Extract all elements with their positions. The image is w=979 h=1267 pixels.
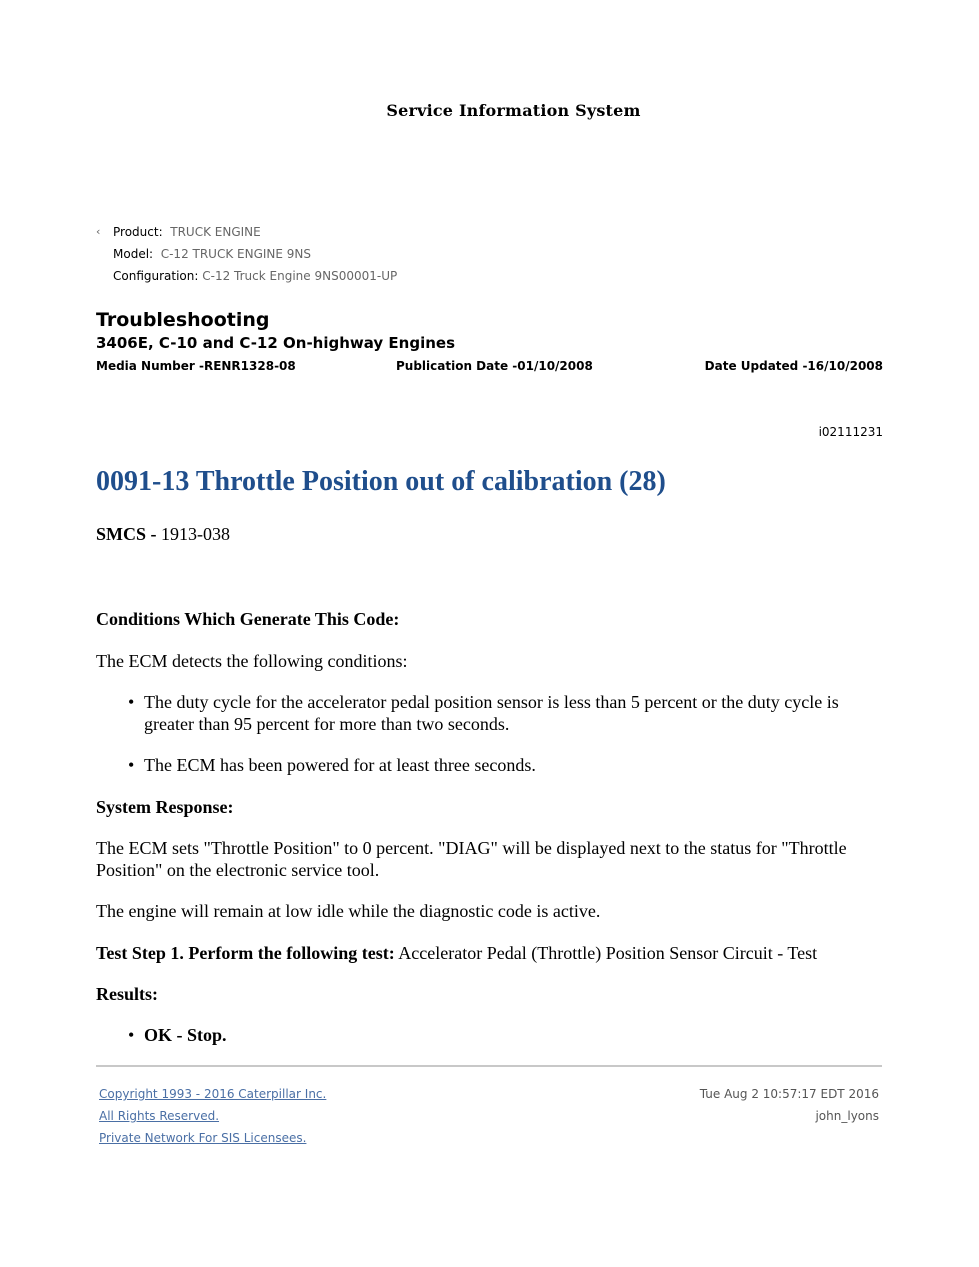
product-label: Product: [113,225,163,239]
publication-date: Publication Date -01/10/2008 [396,359,593,373]
footer-divider [96,1065,882,1067]
list-item: • The duty cycle for the accelerator pedal position sensor is less than 5 percent or the duty cycle is greater than 95 percent for more than two seconds. [128,692,839,734]
page-title: 0091-13 Throttle Position out of calibration (28) [96,466,666,497]
configuration-value: C-12 Truck Engine 9NS00001-UP [202,269,398,283]
date-updated: Date Updated -16/10/2008 [704,359,883,373]
smcs-label: SMCS - [96,524,157,544]
results-heading: Results: [96,984,158,1004]
copyright-link[interactable]: Copyright 1993 - 2016 Caterpillar Inc. [99,1087,327,1101]
configuration-label: Configuration: [113,269,199,283]
private-network-link[interactable]: Private Network For SIS Licensees. [99,1131,307,1145]
results-list [128,1024,878,1046]
model-label: Model: [113,247,154,261]
smcs-line [96,523,886,545]
response-paragraph-1: The ECM sets "Throttle Position" to 0 percent. "DIAG" will be displayed next to the status for "Throttle Position" on the electronic service tool. [96,838,847,880]
conditions-intro: The ECM detects the following conditions: [96,651,408,671]
document-id: i02111231 [818,425,883,439]
list-item: • OK - Stop. [128,1025,227,1045]
product-row [113,225,261,239]
rights-link[interactable]: All Rights Reserved. [99,1109,220,1123]
configuration-row [113,269,397,283]
test-step-text: Accelerator Pedal (Throttle) Position Sensor Circuit - Test [398,943,818,963]
response-paragraph-2: The engine will remain at low idle while the diagnostic code is active. [96,901,601,921]
timestamp: Tue Aug 2 10:57:17 EDT 2016 [699,1087,879,1101]
document-subtitle: 3406E, C-10 and C-12 On-highway Engines [96,334,456,352]
conditions-list [128,691,878,735]
model-row [113,247,311,261]
conditions-heading: Conditions Which Generate This Code: [96,609,400,629]
document-type: Troubleshooting [96,309,270,331]
response-heading: System Response: [96,797,234,817]
conditions-list-2 [128,754,878,776]
list-item: • The ECM has been powered for at least three seconds. [128,755,536,775]
smcs-value: 1913-038 [161,524,231,544]
test-step-label: Test Step 1. Perform the following test: [96,943,395,963]
system-title: Service Information System [386,101,641,120]
model-value: C-12 TRUCK ENGINE 9NS [160,247,312,261]
username: john_lyons [815,1109,879,1123]
test-step [96,942,886,964]
product-value: TRUCK ENGINE [170,225,261,239]
media-number: Media Number -RENR1328-08 [96,359,296,373]
chevron-left-icon[interactable]: ‹ [96,225,101,238]
